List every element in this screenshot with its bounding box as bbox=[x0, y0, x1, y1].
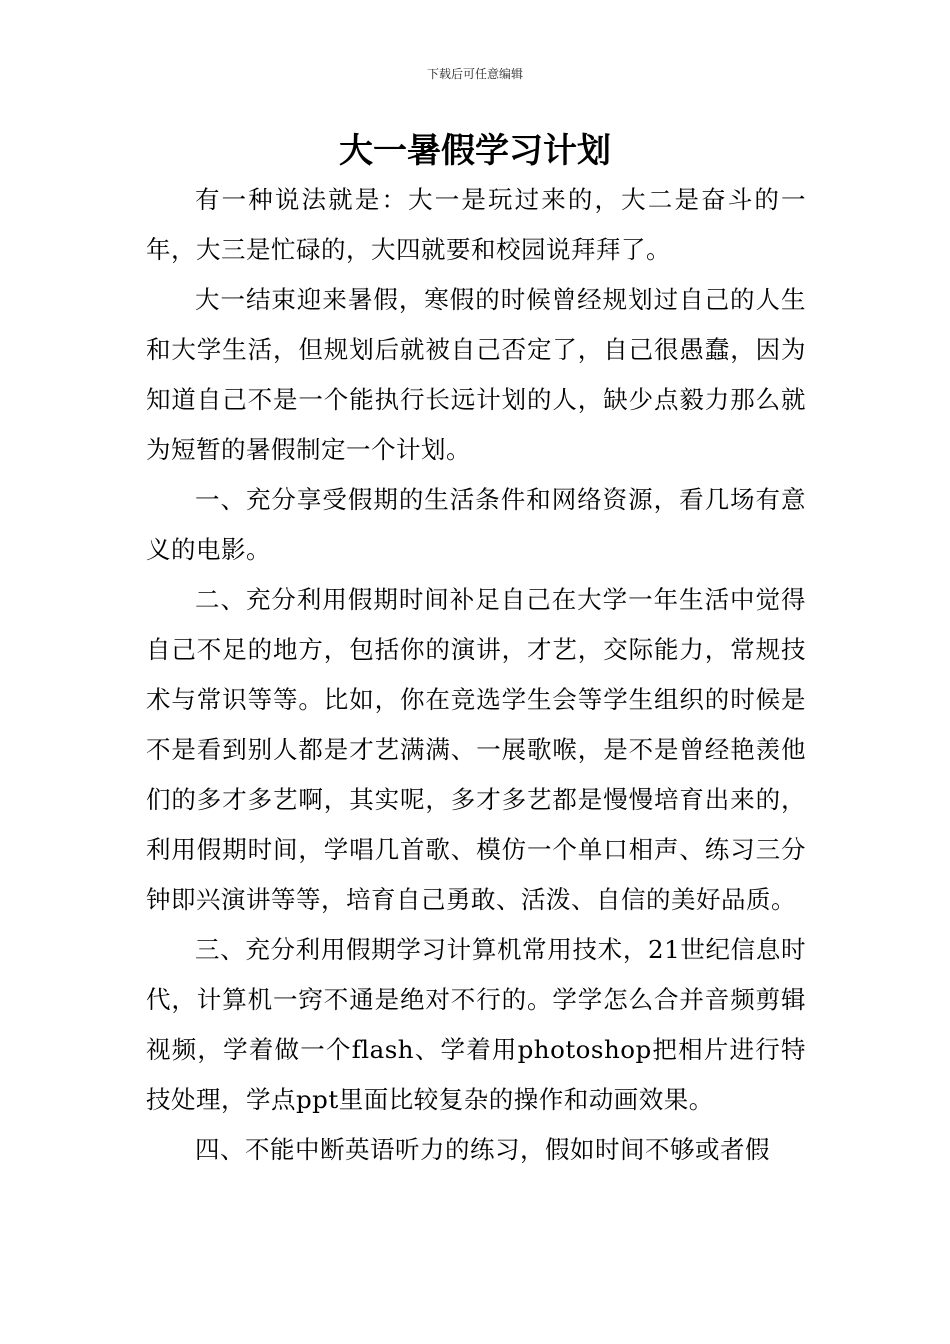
paragraph-background: 大一结束迎来暑假，寒假的时候曾经规划过自己的人生和大学生活，但规划后就被自己否定了，自己很愚蠢，因为知道自己不是一个能执行长远计划的人，缺少点毅力那么就为短暂的暑假制定一个计划。 bbox=[146, 285, 806, 464]
document-title: 大一暑假学习计划 bbox=[339, 131, 611, 171]
paragraph-item-1: 一、充分享受假期的生活条件和网络资源，看几场有意义的电影。 bbox=[146, 485, 806, 564]
paragraph-item-3: 三、充分利用假期学习计算机常用技术，21世纪信息时代，计算机一窍不通是绝对不行的。学学怎么合并音频剪辑视频，学着做一个flash、学着用photoshop把相片进行特技处理，学点ppt里面比较复杂的操作和动画效果。 bbox=[146, 935, 806, 1114]
paragraph-item-4: 四、不能中断英语听力的练习，假如时间不够或者假 bbox=[195, 1135, 770, 1164]
document-body bbox=[146, 175, 806, 1175]
header-note: 下载后可任意编辑 bbox=[426, 67, 523, 81]
paragraph-intro: 有一种说法就是：大一是玩过来的，大二是奋斗的一年，大三是忙碌的，大四就要和校园说拜拜了。 bbox=[146, 185, 806, 264]
paragraph-item-2: 二、充分利用假期时间补足自己在大学一年生活中觉得自己不足的地方，包括你的演讲，才艺，交际能力，常规技术与常识等等。比如，你在竞选学生会等学生组织的时候是不是看到别人都是才艺满满、一展歌喉，是不是曾经艳羡他们的多才多艺啊，其实呢，多才多艺都是慢慢培育出来的，利用假期时间，学唱几首歌、模仿一个单口相声、练习三分钟即兴演讲等等，培育自己勇敢、活泼、自信的美好品质。 bbox=[146, 585, 806, 914]
